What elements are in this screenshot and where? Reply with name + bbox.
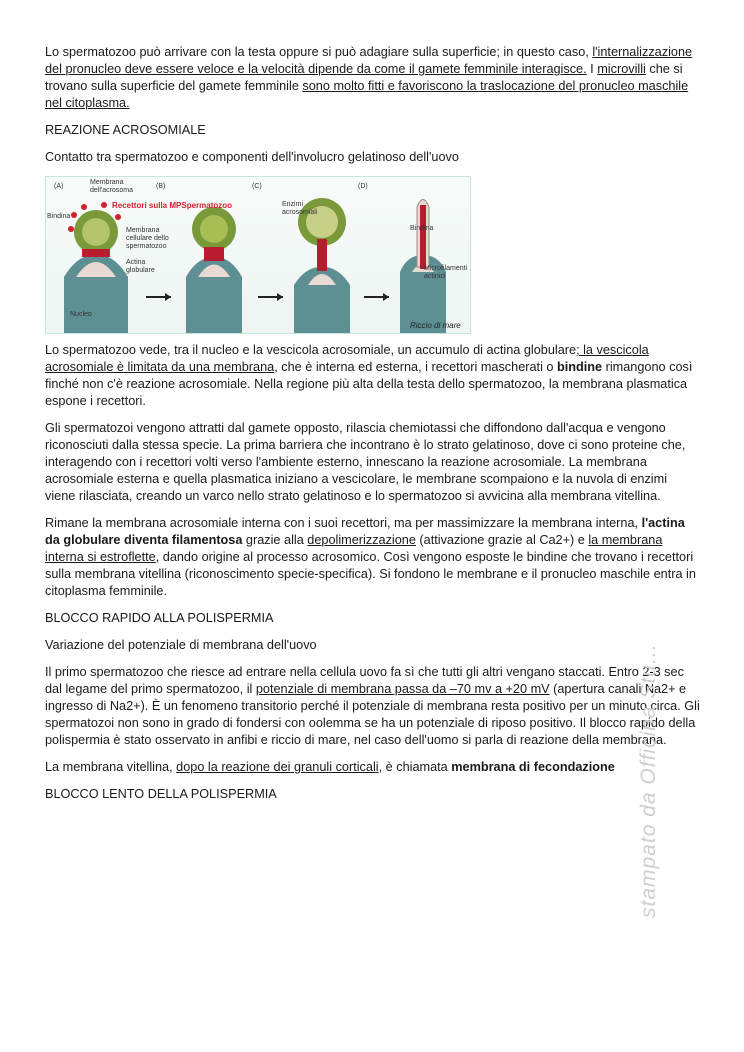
label-bindina-d: Bindina xyxy=(410,225,434,232)
label-nucleo: Nucleo xyxy=(70,311,92,318)
underlined-granuli: dopo la reazione dei granuli corticali xyxy=(176,760,379,774)
bold-membrana-fecondazione: membrana di fecondazione xyxy=(451,760,615,774)
underlined-estroflette: la membrana interna si estroflette xyxy=(45,533,663,564)
bold-bindine: bindine xyxy=(557,360,603,374)
paragraph-membrane-potential: Variazione del potenziale di membrana dell'uovo xyxy=(45,638,317,652)
panel-a-label: (A) xyxy=(54,183,64,190)
paragraph-chemotaxis: Gli spermatozoi vengono attratti dal gamete opposto, rilascia chemiotassi che diffondono dall'acqua e vengono riconosciuti dalla stessa specie. La prima barriera che incontrano è lo strato gelatinoso, dove ci sono proteine che, interagendo con i recettori volti verso l'ambiente esterno, innescano la reazione acrosomiale. La membrana acrosomiale esterna e quella plasmatica iniziano a vescicolare, le membrane scompaiono e la nuvola di enzimi viene rilasciata, creando un varco nello strato gelatinoso e lo spermatozoo si avvicina alla membrana vitellina. xyxy=(45,421,686,503)
paragraph-surface-contact: Lo spermatozoo può arrivare con la testa oppure si può adagiare sulla superficie; in questo caso, l'internalizzazione del pronucleo deve essere veloce e la velocità dipende da come il gamete femminile interagisce. I microvilli che si trovano sulla superficie del gamete femminile sono molto fitti e favoriscono la traslocazione del pronucleo maschile nel citoplasma. xyxy=(45,45,693,110)
underlined-vescicola: ; la vescicola acrosomiale è limitata da una membrana xyxy=(45,343,649,374)
underlined-depolimerizzazione: depolimerizzazione xyxy=(307,533,416,547)
paragraph-first-sperm: Il primo spermatozoo che riesce ad entrare nella cellula uovo fa sì che tutti gli altri vengano staccati. Entro 2-3 sec dal legame del primo spermatozoo, il potenziale di membrana passa da –70 mv a +20 mV (apertura canali Na2+ e ingresso di Na2+). È un fenomeno transitorio perché il potenziale di membrana resta positivo per un minuto circa. Gli spermatozoi non sono in grado di fondersi con oolemma se ha un potenziale di riposo positivo. Il blocco rapido della polispermia è stato osservato in anfibi e riccio di mare, nel caso dell'uomo si parla di reazione della membrana. xyxy=(45,665,700,747)
underlined-microvilli: microvilli xyxy=(597,62,646,76)
label-recettori: Recettori sulla MPSpermatozoo xyxy=(112,201,233,210)
underlined-internalization: l'internalizzazione del pronucleo deve essere veloce e la velocità dipende da come il gamete femminile interagisce. xyxy=(45,45,693,76)
paragraph-inner-membrane: Rimane la membrana acrosomiale interna con i suoi recettori, ma per massimizzare la membrana interna, l'actina da globulare diventa filamentosa grazie alla depolimerizzazione (attivazione grazie al Ca2+) e la membrana interna si estroflette, dando origine al processo acrosomico. Così vengono esposte le bindine che trovano i recettori sulla membrana vitellina (riconoscimento specie-specifica). Si fondono le membrane e il pronucleo maschile entra in citoplasma femminile. xyxy=(45,516,696,598)
label-actina: Actina globulare xyxy=(126,259,155,274)
figure-drawing xyxy=(46,177,470,333)
acrosome-reaction-figure xyxy=(45,176,471,334)
label-bindina: Bindina xyxy=(47,213,71,220)
paragraph-contact: Contatto tra spermatozoo e componenti dell'involucro gelatinoso dell'uovo xyxy=(45,150,459,164)
paragraph-vitelline: La membrana vitellina, dopo la reazione dei granuli corticali, è chiamata membrana di fecondazione xyxy=(45,760,615,774)
underlined-potential: potenziale di membrana passa da –70 mv a +20 mV xyxy=(255,682,550,696)
underlined-translocation: sono molto fitti e favoriscono la traslocazione del pronucleo maschile nel citoplasma. xyxy=(45,79,689,110)
heading-blocco-lento: BLOCCO LENTO DELLA POLISPERMIA xyxy=(45,787,277,801)
heading-reazione-acrosomiale: REAZIONE ACROSOMIALE xyxy=(45,123,206,137)
document-page xyxy=(45,44,700,813)
label-enzimi: Enzimi acrosomiali xyxy=(282,201,318,216)
panel-b-sperm xyxy=(186,207,242,333)
bold-actina-filamentosa: l'actina da globulare diventa filamentosa xyxy=(45,516,685,547)
heading-blocco-rapido: BLOCCO RAPIDO ALLA POLISPERMIA xyxy=(45,611,274,625)
panel-c-label: (C) xyxy=(252,183,262,190)
label-microfilamenti: Microfilamenti actinici xyxy=(424,265,468,280)
label-membrana-cellulare: Membrana cellulare dello spermatozoo xyxy=(126,227,169,250)
panel-b-label: (B) xyxy=(156,183,166,190)
panel-d-label: (D) xyxy=(358,183,368,190)
label-membrana-acrosoma: Membrana dell'acrosoma xyxy=(90,179,133,194)
figure-caption: Riccio di mare xyxy=(410,321,461,330)
panel-c-sperm xyxy=(294,198,350,333)
paragraph-actin: Lo spermatozoo vede, tra il nucleo e la vescicola acrosomiale, un accumulo di actina globulare; la vescicola acrosomiale è limitata da una membrana, che è interna ed esterna, i recettori mascherati o bindine rimangono così finché non c'è reazione acrosomiale. Nella regione più alta della testa dello spermatozoo, la membrana plasmatica espone i recettori. xyxy=(45,343,693,408)
watermark: stampato da Officina Stu... xyxy=(637,643,660,918)
